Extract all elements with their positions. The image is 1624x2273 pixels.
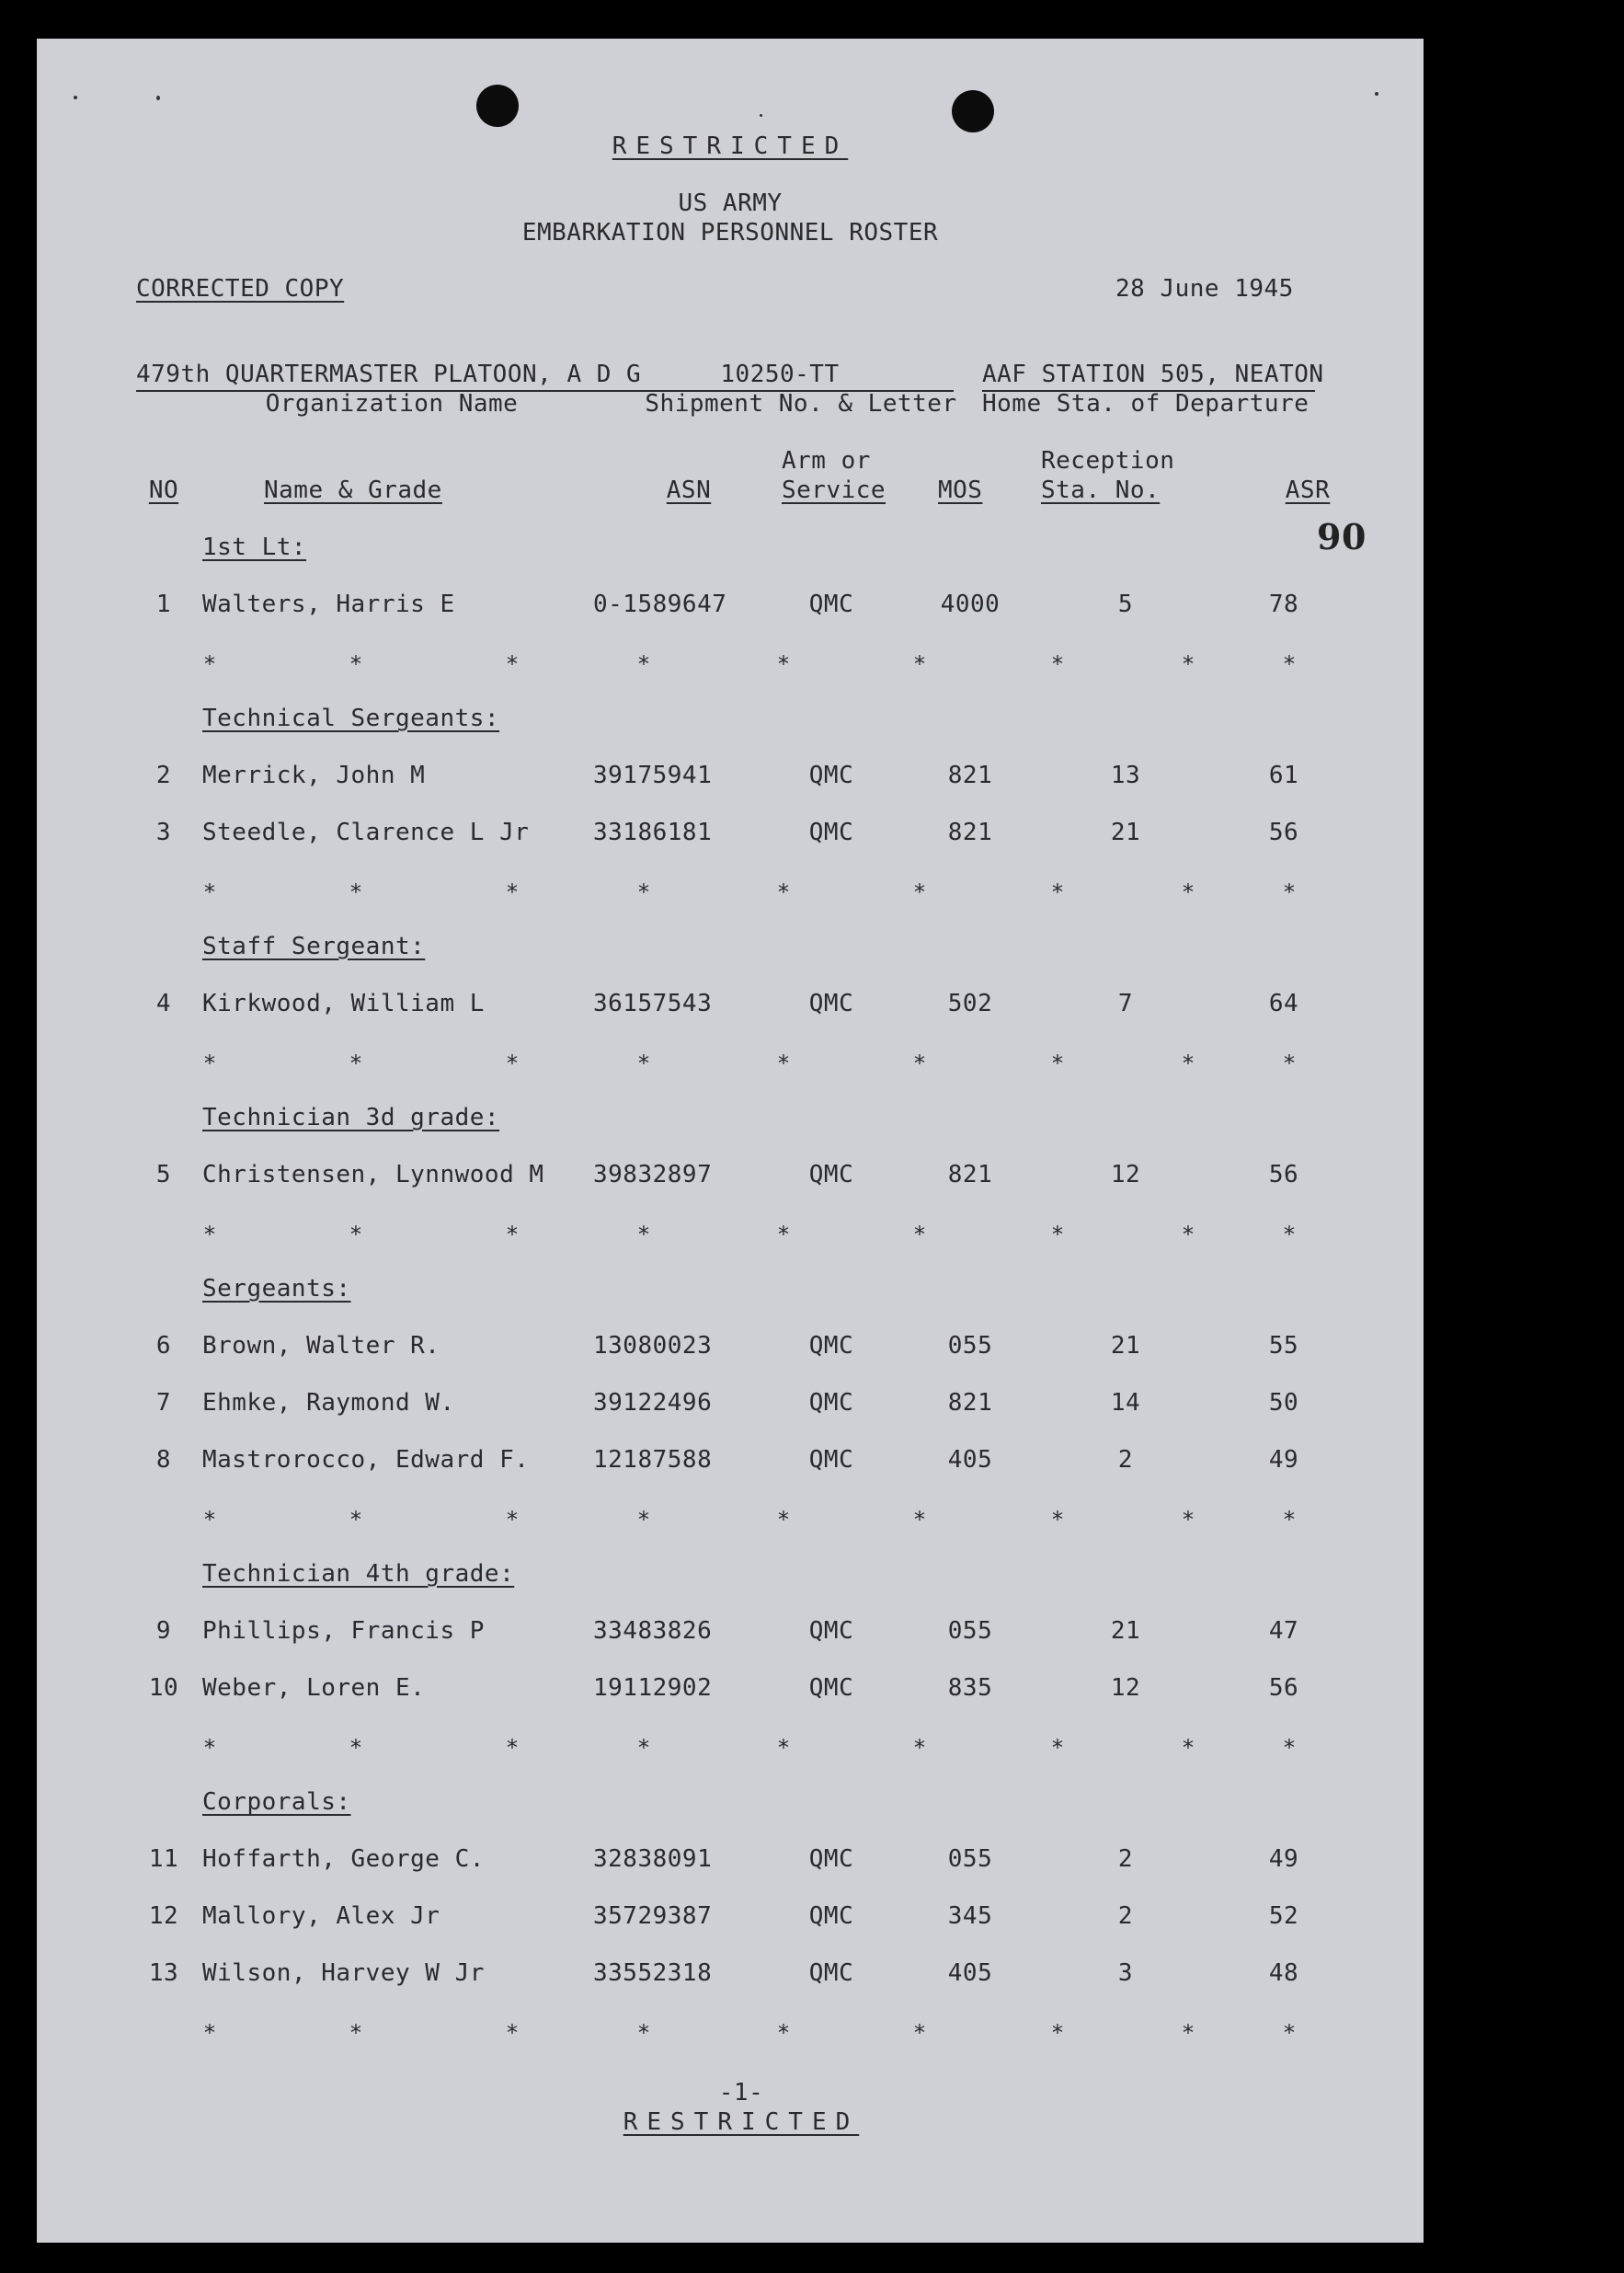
separator-star: * xyxy=(1282,1050,1297,1076)
document-title: EMBARKATION PERSONNEL ROSTER xyxy=(521,219,939,247)
asn-cell: 39832897 xyxy=(593,1161,713,1188)
mos-cell: 055 xyxy=(947,1845,993,1873)
asr-cell: 61 xyxy=(1268,762,1299,789)
separator-star: * xyxy=(776,651,791,677)
arm-service-cell: QMC xyxy=(808,990,854,1017)
reception-station-cell: 12 xyxy=(1110,1161,1141,1188)
separator-star: * xyxy=(505,2020,520,2046)
asn-cell: 33483826 xyxy=(593,1617,713,1645)
asr-cell: 49 xyxy=(1268,1845,1299,1873)
corrected-copy-label: CORRECTED COPY xyxy=(136,275,345,303)
reception-station-cell: 21 xyxy=(1110,1617,1141,1645)
asn-cell: 13080023 xyxy=(593,1332,713,1360)
separator-star: * xyxy=(1181,1222,1195,1247)
mos-cell: 821 xyxy=(947,1161,993,1188)
separator-star: * xyxy=(349,1050,363,1076)
arm-service-cell: QMC xyxy=(808,1845,854,1873)
separator-star: * xyxy=(636,1222,651,1247)
reception-station-cell: 21 xyxy=(1110,819,1141,846)
separator-star: * xyxy=(636,1507,651,1533)
row-number: 8 xyxy=(155,1446,172,1474)
separator-star: * xyxy=(349,1735,363,1761)
separator-star: * xyxy=(636,2020,651,2046)
asn-cell: 33552318 xyxy=(593,1959,713,1987)
column-header-mos: MOS xyxy=(938,476,983,504)
row-number: 12 xyxy=(148,1902,179,1930)
separator-star: * xyxy=(636,1735,651,1761)
separator-star: * xyxy=(776,2020,791,2046)
name-grade-cell: Christensen, Lynnwood M xyxy=(202,1161,544,1188)
separator-star: * xyxy=(1050,1222,1065,1247)
asr-cell: 49 xyxy=(1268,1446,1299,1474)
grade-heading: Sergeants: xyxy=(202,1275,351,1303)
speck xyxy=(1375,92,1378,96)
mos-cell: 345 xyxy=(947,1902,993,1930)
document-date: 28 June 1945 xyxy=(1115,275,1294,303)
asn-cell: 0-1589647 xyxy=(593,591,727,618)
separator-star: * xyxy=(636,879,651,905)
column-header-reception-line1: Reception xyxy=(1041,447,1175,475)
separator-star: * xyxy=(776,1222,791,1247)
separator-star: * xyxy=(776,1507,791,1533)
separator-star: * xyxy=(776,879,791,905)
mos-cell: 055 xyxy=(947,1617,993,1645)
mos-cell: 821 xyxy=(947,819,993,846)
column-header-no: NO xyxy=(148,476,179,504)
row-number: 1 xyxy=(155,591,172,618)
separator-star: * xyxy=(1282,879,1297,905)
row-number: 10 xyxy=(148,1674,179,1702)
separator-star: * xyxy=(912,2020,927,2046)
home-station: AAF STATION 505, NEATON xyxy=(982,361,1324,388)
asn-cell: 12187588 xyxy=(593,1446,713,1474)
column-header-arm-line2: Service xyxy=(782,476,886,504)
asn-cell: 32838091 xyxy=(593,1845,713,1873)
asr-cell: 64 xyxy=(1268,990,1299,1017)
separator-star: * xyxy=(202,1735,217,1761)
separator-star: * xyxy=(1050,1050,1065,1076)
mos-cell: 405 xyxy=(947,1959,993,1987)
row-number: 9 xyxy=(155,1617,172,1645)
asn-cell: 35729387 xyxy=(593,1902,713,1930)
asr-cell: 48 xyxy=(1268,1959,1299,1987)
separator-star: * xyxy=(505,1050,520,1076)
separator-star: * xyxy=(1181,879,1195,905)
agency-label: US ARMY xyxy=(678,189,783,217)
name-grade-cell: Mallory, Alex Jr xyxy=(202,1902,440,1930)
row-number: 6 xyxy=(155,1332,172,1360)
mos-cell: 502 xyxy=(947,990,993,1017)
classification-top: RESTRICTED xyxy=(612,132,849,160)
separator-star: * xyxy=(202,1507,217,1533)
column-header-arm-line1: Arm or xyxy=(782,447,871,475)
column-header-name: Name & Grade xyxy=(264,476,442,504)
mos-cell: 821 xyxy=(947,1389,993,1417)
separator-star: * xyxy=(349,1222,363,1247)
asn-cell: 39175941 xyxy=(593,762,713,789)
reception-station-cell: 5 xyxy=(1117,591,1134,618)
asr-cell: 55 xyxy=(1268,1332,1299,1360)
reception-station-cell: 2 xyxy=(1117,1902,1134,1930)
separator-star: * xyxy=(349,2020,363,2046)
separator-star: * xyxy=(912,1050,927,1076)
separator-star: * xyxy=(776,1050,791,1076)
arm-service-cell: QMC xyxy=(808,1902,854,1930)
separator-star: * xyxy=(349,1507,363,1533)
separator-star: * xyxy=(1282,1507,1297,1533)
separator-star: * xyxy=(912,651,927,677)
separator-star: * xyxy=(912,1735,927,1761)
separator-star: * xyxy=(1050,879,1065,905)
separator-star: * xyxy=(1050,1507,1065,1533)
separator-star: * xyxy=(202,879,217,905)
stamped-number: 90 xyxy=(1317,516,1367,557)
separator-star: * xyxy=(636,1050,651,1076)
separator-star: * xyxy=(776,1735,791,1761)
separator-star: * xyxy=(1282,2020,1297,2046)
separator-star: * xyxy=(1050,2020,1065,2046)
separator-star: * xyxy=(912,879,927,905)
mos-cell: 4000 xyxy=(940,591,1001,618)
column-header-asn: ASN xyxy=(666,476,712,504)
separator-star: * xyxy=(505,1222,520,1247)
name-grade-cell: Weber, Loren E. xyxy=(202,1674,426,1702)
separator-star: * xyxy=(912,1507,927,1533)
separator-star: * xyxy=(505,879,520,905)
grade-heading: Technical Sergeants: xyxy=(202,705,500,732)
arm-service-cell: QMC xyxy=(808,1617,854,1645)
asr-cell: 47 xyxy=(1268,1617,1299,1645)
name-grade-cell: Kirkwood, William L xyxy=(202,990,485,1017)
mos-cell: 405 xyxy=(947,1446,993,1474)
classification-bottom: RESTRICTED xyxy=(623,2108,860,2136)
name-grade-cell: Brown, Walter R. xyxy=(202,1332,440,1360)
grade-heading: 1st Lt: xyxy=(202,534,307,561)
grade-heading: Technician 3d grade: xyxy=(202,1104,500,1131)
grade-heading: Staff Sergeant: xyxy=(202,933,426,960)
separator-star: * xyxy=(202,1050,217,1076)
row-number: 3 xyxy=(155,819,172,846)
name-grade-cell: Merrick, John M xyxy=(202,762,426,789)
name-grade-cell: Mastrorocco, Edward F. xyxy=(202,1446,530,1474)
asr-cell: 50 xyxy=(1268,1389,1299,1417)
grade-heading: Corporals: xyxy=(202,1788,351,1816)
separator-star: * xyxy=(349,651,363,677)
arm-service-cell: QMC xyxy=(808,1332,854,1360)
name-grade-cell: Ehmke, Raymond W. xyxy=(202,1389,455,1417)
arm-service-cell: QMC xyxy=(808,819,854,846)
separator-star: * xyxy=(202,651,217,677)
mos-cell: 821 xyxy=(947,762,993,789)
home-station-caption: Home Sta. of Departure xyxy=(982,390,1309,418)
arm-service-cell: QMC xyxy=(808,1674,854,1702)
arm-service-cell: QMC xyxy=(808,762,854,789)
speck xyxy=(74,96,77,99)
row-number: 5 xyxy=(155,1161,172,1188)
separator-star: * xyxy=(1050,651,1065,677)
separator-star: * xyxy=(349,879,363,905)
asr-cell: 52 xyxy=(1268,1902,1299,1930)
reception-station-cell: 3 xyxy=(1117,1959,1134,1987)
asr-cell: 56 xyxy=(1268,819,1299,846)
name-grade-cell: Phillips, Francis P xyxy=(202,1617,485,1645)
row-number: 11 xyxy=(148,1845,179,1873)
row-number: 7 xyxy=(155,1389,172,1417)
row-number: 2 xyxy=(155,762,172,789)
separator-star: * xyxy=(1181,1507,1195,1533)
asn-cell: 36157543 xyxy=(593,990,713,1017)
separator-star: * xyxy=(1050,1735,1065,1761)
row-number: 13 xyxy=(148,1959,179,1987)
separator-star: * xyxy=(1181,651,1195,677)
arm-service-cell: QMC xyxy=(808,1161,854,1188)
reception-station-cell: 7 xyxy=(1117,990,1134,1017)
separator-star: * xyxy=(505,651,520,677)
separator-star: * xyxy=(1181,1050,1195,1076)
separator-star: * xyxy=(1282,651,1297,677)
reception-station-cell: 2 xyxy=(1117,1845,1134,1873)
speck xyxy=(760,114,762,117)
name-grade-cell: Wilson, Harvey W Jr xyxy=(202,1959,485,1987)
speck xyxy=(156,96,160,100)
asr-cell: 56 xyxy=(1268,1161,1299,1188)
asr-cell: 56 xyxy=(1268,1674,1299,1702)
separator-star: * xyxy=(202,2020,217,2046)
reception-station-cell: 21 xyxy=(1110,1332,1141,1360)
reception-station-cell: 2 xyxy=(1117,1446,1134,1474)
column-header-asr: ASR xyxy=(1285,476,1331,504)
organization-name: 479th QUARTERMASTER PLATOON, A D G xyxy=(136,361,642,388)
separator-star: * xyxy=(505,1735,520,1761)
asn-cell: 19112902 xyxy=(593,1674,713,1702)
grade-heading: Technician 4th grade: xyxy=(202,1560,515,1588)
separator-star: * xyxy=(1181,1735,1195,1761)
binder-hole-right xyxy=(952,90,994,132)
separator-star: * xyxy=(636,651,651,677)
separator-star: * xyxy=(1282,1735,1297,1761)
separator-star: * xyxy=(912,1222,927,1247)
organization-caption: Organization Name xyxy=(265,390,519,418)
separator-star: * xyxy=(1282,1222,1297,1247)
asr-cell: 78 xyxy=(1268,591,1299,618)
mos-cell: 055 xyxy=(947,1332,993,1360)
asn-cell: 39122496 xyxy=(593,1389,713,1417)
asn-cell: 33186181 xyxy=(593,819,713,846)
arm-service-cell: QMC xyxy=(808,1959,854,1987)
separator-star: * xyxy=(202,1222,217,1247)
name-grade-cell: Hoffarth, George C. xyxy=(202,1845,485,1873)
arm-service-cell: QMC xyxy=(808,591,854,618)
separator-star: * xyxy=(1181,2020,1195,2046)
column-header-reception-line2: Sta. No. xyxy=(1041,476,1161,504)
roster-page xyxy=(37,39,1424,2243)
name-grade-cell: Walters, Harris E xyxy=(202,591,455,618)
separator-star: * xyxy=(505,1507,520,1533)
reception-station-cell: 13 xyxy=(1110,762,1141,789)
reception-station-cell: 14 xyxy=(1110,1389,1141,1417)
name-grade-cell: Steedle, Clarence L Jr xyxy=(202,819,530,846)
page-number: -1- xyxy=(718,2079,764,2107)
shipment-number: 10250-TT xyxy=(720,361,840,388)
binder-hole-left xyxy=(476,85,519,127)
arm-service-cell: QMC xyxy=(808,1446,854,1474)
arm-service-cell: QMC xyxy=(808,1389,854,1417)
shipment-caption: Shipment No. & Letter xyxy=(645,390,957,418)
mos-cell: 835 xyxy=(947,1674,993,1702)
row-number: 4 xyxy=(155,990,172,1017)
reception-station-cell: 12 xyxy=(1110,1674,1141,1702)
